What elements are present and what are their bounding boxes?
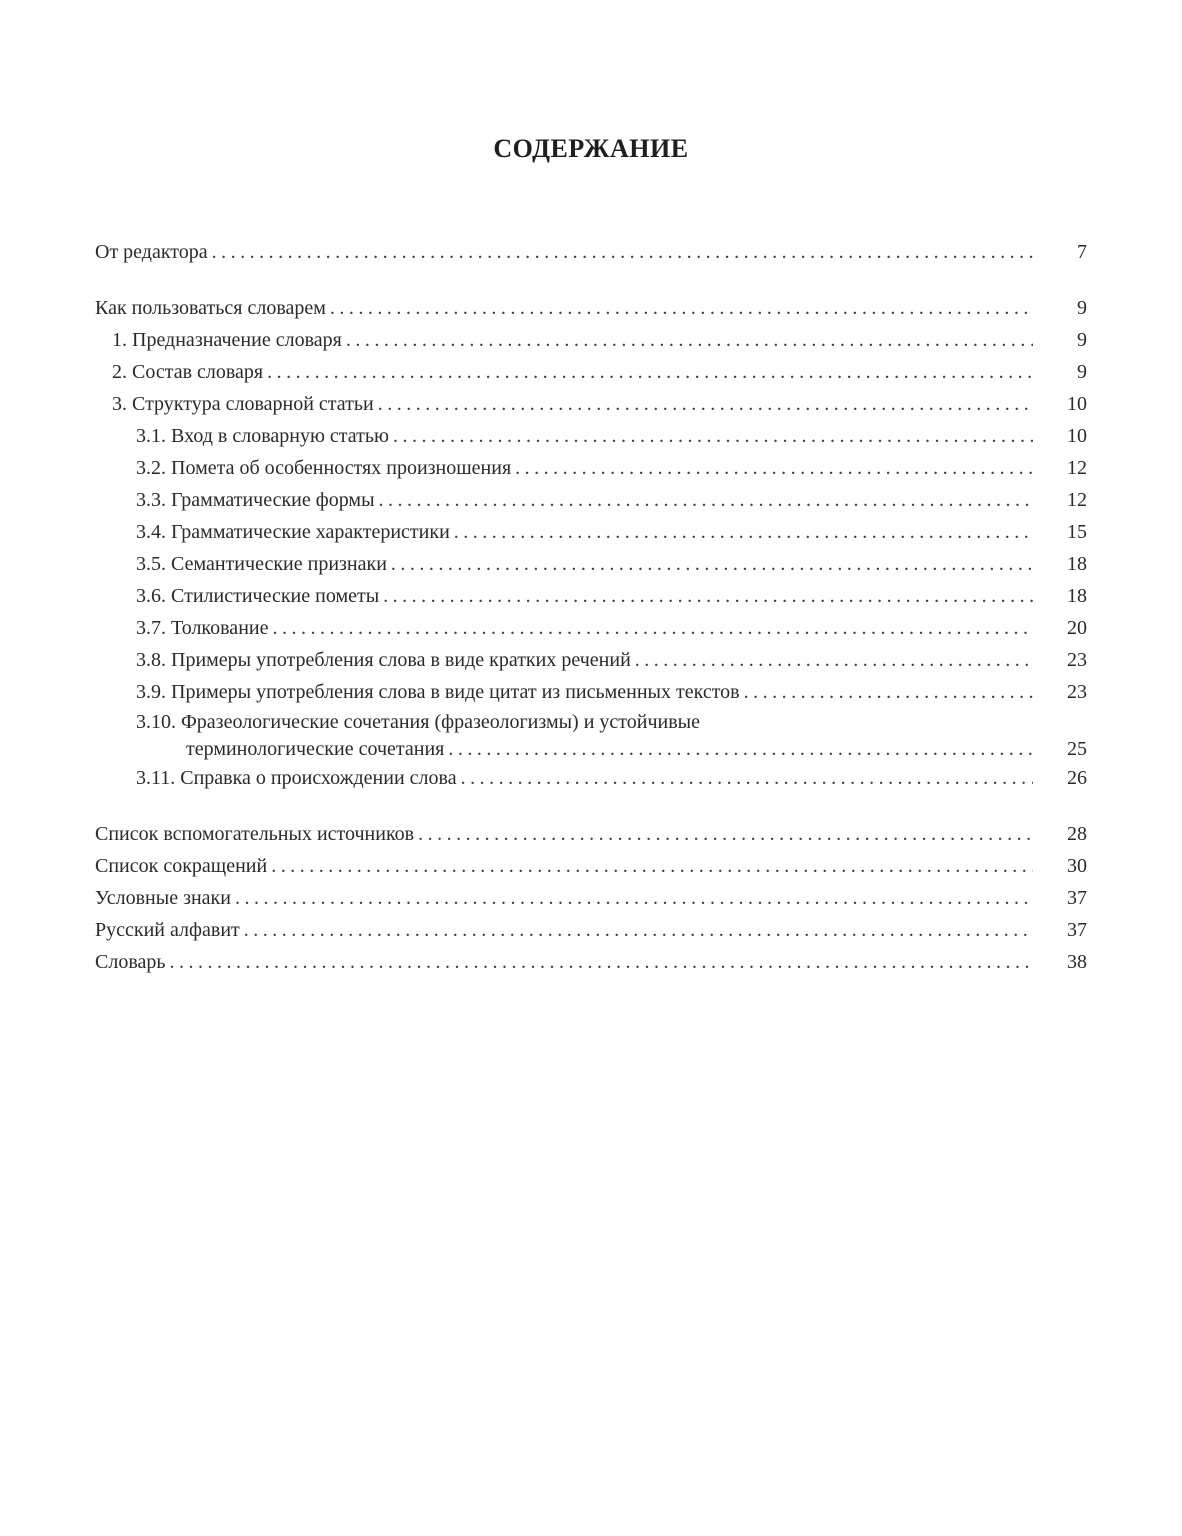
dot-leader [391, 548, 1033, 580]
dot-leader [330, 292, 1033, 324]
table-of-contents [95, 236, 1087, 978]
page-title: СОДЕРЖАНИЕ [493, 134, 689, 163]
toc-entry[interactable] [95, 580, 1087, 612]
toc-entry[interactable] [95, 612, 1087, 644]
toc-entry-page: 25 [1067, 738, 1087, 760]
toc-entry-title: 1. Предназначение словаря [112, 329, 342, 351]
toc-entry[interactable] [95, 484, 1087, 516]
toc-entry-title: 3.4. Грамматические характеристики [136, 521, 450, 543]
toc-entry[interactable] [95, 236, 1087, 268]
dot-leader [212, 236, 1033, 268]
toc-entry-page: 9 [1077, 329, 1087, 351]
toc-entry[interactable] [95, 420, 1087, 452]
toc-entry-page: 9 [1077, 297, 1087, 319]
dot-leader [448, 736, 1033, 762]
toc-entry[interactable] [95, 388, 1087, 420]
dot-leader [170, 946, 1034, 978]
toc-entry[interactable] [95, 516, 1087, 548]
toc-entry[interactable] [95, 676, 1087, 708]
toc-entry[interactable] [95, 882, 1087, 914]
dot-leader [235, 882, 1033, 914]
toc-entry[interactable] [95, 324, 1087, 356]
toc-entry-page: 23 [1067, 681, 1087, 703]
toc-entry-title: 2. Состав словаря [112, 361, 264, 383]
dot-leader [515, 452, 1033, 484]
toc-entry-page: 9 [1077, 361, 1087, 383]
toc-entry[interactable] [95, 762, 1087, 794]
dot-leader [383, 580, 1033, 612]
toc-entry-title: 3.8. Примеры употребления слова в виде кратких речений [136, 649, 631, 671]
toc-entry[interactable] [95, 708, 1087, 736]
toc-entry[interactable] [95, 914, 1087, 946]
toc-entry-page: 23 [1067, 649, 1087, 671]
toc-entry-title: Как пользоваться словарем [95, 297, 326, 319]
toc-entry-title: Список вспомогательных источников [95, 823, 415, 845]
dot-leader [635, 644, 1033, 676]
toc-entry-title: Русский алфавит [95, 919, 240, 941]
toc-entry-title-line2: терминологические сочетания [186, 738, 445, 760]
toc-entry[interactable] [95, 356, 1087, 388]
dot-leader [454, 516, 1033, 548]
toc-entry-title: 3.5. Семантические признаки [136, 553, 387, 575]
dot-leader [378, 388, 1033, 420]
toc-entry-title: Список сокращений [95, 855, 268, 877]
dot-leader [346, 324, 1033, 356]
toc-entry-title: 3.1. Вход в словарную статью [136, 425, 389, 447]
toc-entry-title-line1: 3.10. Фразеологические сочетания (фразеологизмы) и устойчивые [136, 711, 700, 733]
toc-entry[interactable] [95, 452, 1087, 484]
toc-entry-title: 3.3. Грамматические формы [136, 489, 375, 511]
toc-entry-title: От редактора [95, 241, 208, 263]
dot-leader [244, 914, 1033, 946]
toc-entry-page: 20 [1067, 617, 1087, 639]
dot-leader [461, 762, 1033, 794]
toc-entry-page: 15 [1067, 521, 1087, 543]
toc-entry-title: 3.9. Примеры употребления слова в виде цитат из письменных текстов [136, 681, 740, 703]
toc-entry-page: 38 [1067, 951, 1087, 973]
toc-entry-page: 28 [1067, 823, 1087, 845]
toc-entry-page: 7 [1077, 241, 1087, 263]
dot-leader [393, 420, 1033, 452]
toc-entry[interactable] [95, 644, 1087, 676]
dot-leader [272, 612, 1033, 644]
toc-entry-page: 26 [1067, 767, 1087, 789]
toc-entry-page: 10 [1067, 393, 1087, 415]
toc-entry-continuation[interactable] [95, 736, 1087, 762]
toc-entry[interactable] [95, 850, 1087, 882]
toc-entry-title: 3. Структура словарной статьи [112, 393, 374, 415]
dot-leader [271, 850, 1033, 882]
toc-entry-page: 12 [1067, 457, 1087, 479]
dot-leader [418, 818, 1033, 850]
dot-leader [267, 356, 1033, 388]
toc-entry-title: 3.6. Стилистические пометы [136, 585, 380, 607]
toc-entry[interactable] [95, 292, 1087, 324]
dot-leader [379, 484, 1033, 516]
toc-entry[interactable] [95, 946, 1087, 978]
toc-entry-page: 18 [1067, 553, 1087, 575]
toc-entry-title: Условные знаки [95, 887, 231, 909]
toc-entry-page: 10 [1067, 425, 1087, 447]
toc-entry-title: 3.2. Помета об особенностях произношения [136, 457, 512, 479]
toc-entry-page: 18 [1067, 585, 1087, 607]
toc-entry-title: 3.7. Толкование [136, 617, 269, 639]
toc-entry-page: 12 [1067, 489, 1087, 511]
toc-entry-page: 30 [1067, 855, 1087, 877]
dot-leader [744, 676, 1033, 708]
toc-entry[interactable] [95, 818, 1087, 850]
toc-entry-title: 3.11. Справка о происхождении слова [136, 767, 457, 789]
toc-entry-title: Словарь [95, 951, 166, 973]
toc-entry[interactable] [95, 548, 1087, 580]
toc-entry-page: 37 [1067, 919, 1087, 941]
toc-entry-page: 37 [1067, 887, 1087, 909]
